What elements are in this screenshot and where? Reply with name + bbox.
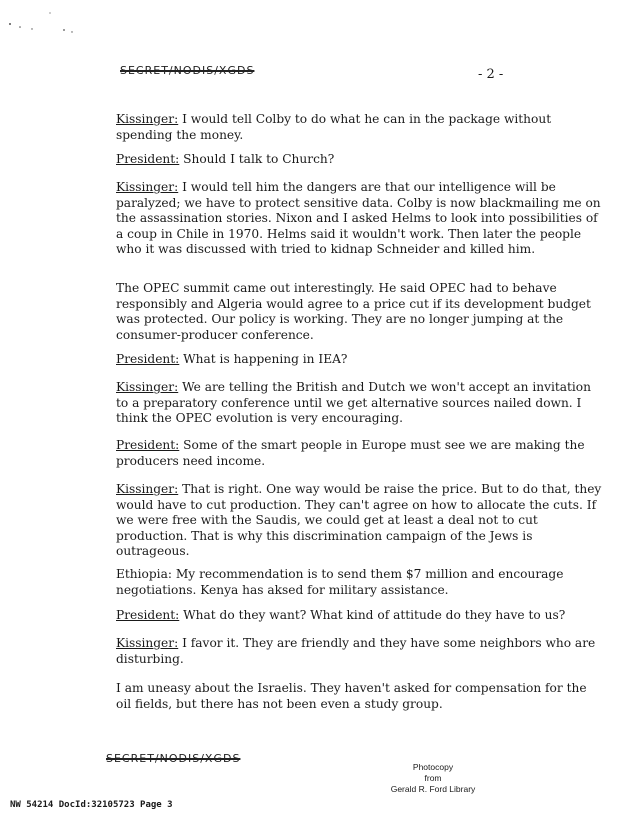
scan-specks: [6, 10, 86, 40]
paragraph-11: [116, 636, 604, 667]
speaker-label: Kissinger:: [116, 380, 179, 394]
paragraph-2: [116, 152, 604, 168]
paragraph-text: I would tell him the dangers are that our intelligence will be paralyzed; we have to protect sensitive data. Colby is now blackmailing me on the assassination stories. Nixon and I asked Helms to look into possibilities of a coup in Chile in 1970. Helms said it wouldn't work. Then later the people who it was discussed with tried to kidnap Schneider and killed him.: [116, 180, 601, 257]
paragraph-12: [116, 681, 604, 712]
footer-classification: SECRET/NODIS/XGDS: [106, 752, 241, 765]
paragraph-text: What is happening in IEA?: [179, 352, 348, 366]
page-number: - 2 -: [478, 67, 504, 82]
paragraph-text: Ethiopia: My recommendation is to send them $7 million and encourage negotiations. Kenya has aksed for military assistance.: [116, 567, 564, 597]
paragraph-1: [116, 112, 604, 143]
paragraph-text: I would tell Colby to do what he can in the package without spending the money.: [116, 112, 552, 142]
paragraph-5: [116, 352, 604, 368]
paragraph-text: I favor it. They are friendly and they have some neighbors who are disturbing.: [116, 636, 596, 666]
paragraph-9: [116, 567, 604, 598]
speaker-label: Kissinger:: [116, 636, 179, 650]
speaker-label: President:: [116, 352, 180, 366]
paragraph-text: I am uneasy about the Israelis. They haven't asked for compensation for the oil fields, but there has not been even a study group.: [116, 681, 587, 711]
stamp-line-1: Photocopy: [412, 762, 454, 772]
document-id: NW 54214 DocId:32105723 Page 3: [10, 800, 173, 810]
speaker-label: Kissinger:: [116, 482, 179, 496]
stamp-line-3: Gerald R. Ford Library: [390, 784, 476, 794]
paragraph-6: [116, 380, 604, 427]
paragraph-text: Should I talk to Church?: [179, 152, 335, 166]
paragraph-text: The OPEC summit came out interestingly. He said OPEC had to behave responsibly and Algeria would agree to a price cut if its development budget was protected. Our policy is working. They are no longer jumping at the consumer-producer conference.: [116, 281, 591, 342]
paragraph-10: [116, 608, 604, 624]
paragraph-7: [116, 438, 604, 469]
header-classification: SECRET/NODIS/XGDS: [120, 64, 255, 77]
paragraph-text: Some of the smart people in Europe must see we are making the producers need income.: [116, 438, 585, 468]
speaker-label: President:: [116, 438, 180, 452]
paragraph-text: That is right. One way would be raise the price. But to do that, they would have to cut production. They can't agree on how to allocate the cuts. If we were free with the Saudis, we could get at least a deal not to cut production. That is why this discrimination campaign of the Jews is outrageous.: [116, 482, 602, 559]
speaker-label: Kissinger:: [116, 180, 179, 194]
library-stamp: [378, 762, 488, 795]
speaker-label: President:: [116, 608, 180, 622]
paragraph-4: [116, 281, 604, 343]
stamp-line-2: from: [424, 773, 442, 783]
paragraph-text: We are telling the British and Dutch we won't accept an invitation to a preparatory conference until we get alternative sources nailed down. I think the OPEC evolution is very encouraging.: [116, 380, 591, 426]
speaker-label: President:: [116, 152, 180, 166]
speaker-label: Kissinger:: [116, 112, 179, 126]
paragraph-3: [116, 180, 604, 258]
paragraph-text: What do they want? What kind of attitude do they have to us?: [179, 608, 566, 622]
paragraph-8: [116, 482, 604, 560]
